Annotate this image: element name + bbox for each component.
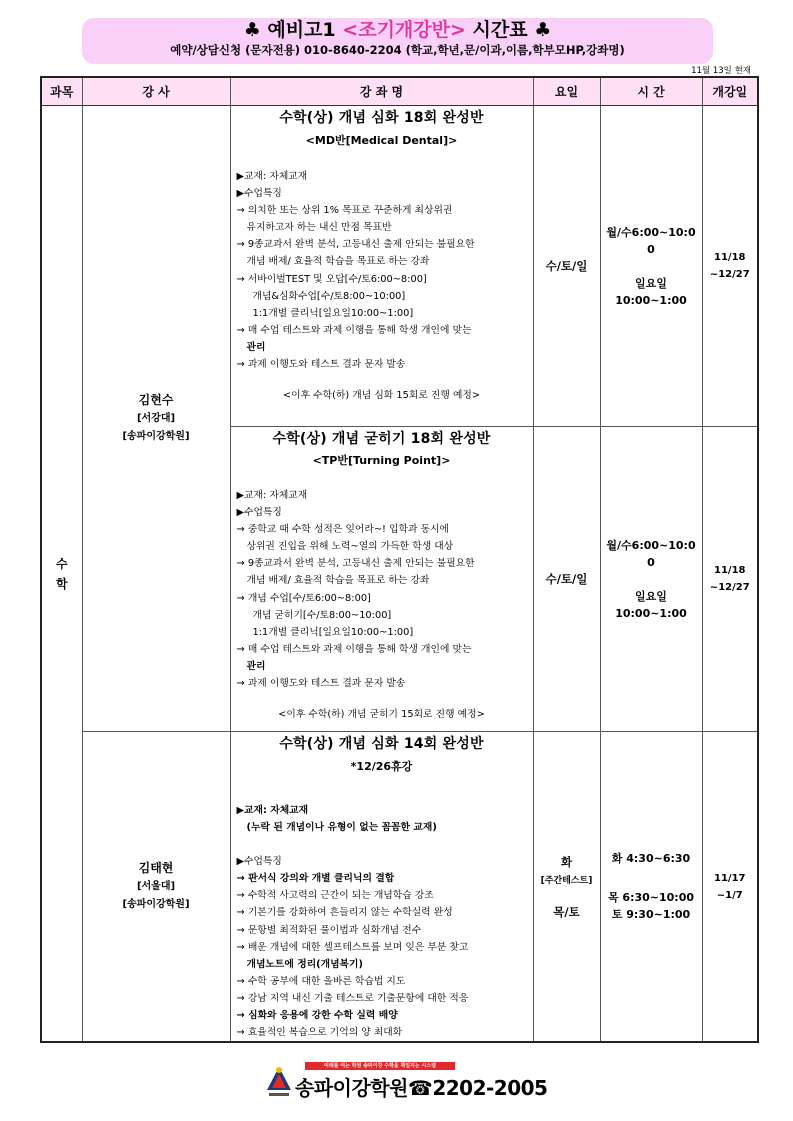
open-date-line: 11/18 <box>714 565 746 576</box>
open-date-line: 11/18 <box>714 252 746 263</box>
course-title: 수학(상) 개념 굳히기 18회 완성반 <box>272 431 491 447</box>
date-note: 11월 13일 현재 <box>691 66 751 76</box>
course-line: → 과제 이행도와 테스트 결과 문자 발송 <box>236 359 406 371</box>
title-banner <box>82 18 713 64</box>
club-suit-icon: ♣ <box>243 19 261 41</box>
course-line: → 수학적 사고력의 근간이 되는 개념학습 강조 <box>236 890 434 902</box>
course-line: → 9종교과서 완벽 분석, 고등내신 출제 안되는 불필요한 <box>236 558 475 570</box>
col-header-subject: 과목 <box>41 77 82 106</box>
time-line: 0 <box>647 242 655 256</box>
course-line: → 과제 이행도와 테스트 결과 문자 발송 <box>236 678 406 690</box>
course-title: 수학(상) 개념 심화 18회 완성반 <box>279 110 484 126</box>
open-date-cell <box>702 427 758 732</box>
footer-slogan: 미래를 여는 학원 송파이강 수학을 책임지는 시스템 <box>305 1062 455 1070</box>
course-line: ▶수업특징 <box>236 856 282 868</box>
course-line: 1:1개별 클리닉[일요일10:00~1:00] <box>252 626 414 638</box>
footer-brand <box>295 1072 547 1101</box>
course-line: → 수학 공부에 대한 올바른 학습법 지도 <box>236 975 406 987</box>
time-line: 10:00~1:00 <box>615 293 687 307</box>
course-line: 개념 굳히기[수/토8:00~10:00] <box>252 609 392 621</box>
time-line: 월/수6:00~10:0 <box>606 538 696 552</box>
club-suit-icon: ♣ <box>534 19 552 41</box>
title-highlight: <조기개강반> <box>342 19 466 41</box>
teacher-cell <box>82 732 230 1043</box>
course-subtitle: *12/26휴강 <box>350 760 413 773</box>
schedule-table <box>40 76 759 1043</box>
footer-logo <box>265 1062 565 1106</box>
title-suffix: 시간표 <box>472 19 528 41</box>
open-date-line: ~1/7 <box>716 889 743 901</box>
course-line: ▶교재: 자체교재 <box>236 171 308 182</box>
course-cell <box>230 427 533 732</box>
course-line: 개념 배제/ 효율적 학습을 목표로 하는 강좌 <box>246 575 430 587</box>
course-line: → 문항별 최적화된 풀이법과 심화개념 전수 <box>236 924 422 936</box>
col-header-teacher: 강 사 <box>82 77 230 106</box>
course-line: 관리 <box>246 341 266 353</box>
col-header-course: 강 좌 명 <box>230 77 533 106</box>
open-date-line: ~12/27 <box>709 269 750 280</box>
col-header-open: 개강일 <box>702 77 758 106</box>
time-line: 월/수6:00~10:0 <box>606 225 696 239</box>
course-line: 관리 <box>246 660 266 672</box>
course-line: → 심화와 응용에 강한 수학 실력 배양 <box>236 1010 398 1022</box>
days-cell: 수/토/일 <box>533 106 600 427</box>
course-line: 유지하고자 하는 내신 만점 목표반 <box>246 222 392 234</box>
course-line: ▶수업특징 <box>236 188 282 200</box>
time-cell <box>600 106 702 427</box>
course-line: 1:1개별 클리닉[일요일10:00~1:00] <box>252 307 414 319</box>
time-line: 일요일 <box>635 276 667 290</box>
subject-label: 수 학 <box>55 556 68 591</box>
brand-name: 송파이강학원 <box>295 1076 408 1100</box>
teacher-academy: [송파이강학원] <box>122 899 190 911</box>
time-line: 10:00~1:00 <box>615 606 687 620</box>
teacher-academy: [송파이강학원] <box>122 431 190 442</box>
course-line: → 판서식 강의와 개별 클리닉의 결합 <box>236 873 395 885</box>
days-cell: 수/토/일 <box>533 427 600 732</box>
days-line: 목/토 <box>553 904 580 919</box>
time-line: 일요일 <box>635 589 667 603</box>
course-line: 개념 배제/ 효율적 학습을 목표로 하는 강좌 <box>246 256 430 268</box>
course-line: → 효율적인 복습으로 기억의 양 최대화 <box>236 1027 403 1039</box>
course-line: → 개념 수업[수/토6:00~8:00] <box>236 592 371 604</box>
course-line: → 9종교과서 완벽 분석, 고등내신 출제 안되는 불필요한 <box>236 239 475 251</box>
time-line: 목 6:30~10:00 <box>607 891 695 905</box>
time-line: 0 <box>647 555 655 569</box>
course-note: <이후 수학(하) 개념 심화 15회로 진행 예정> <box>282 390 481 402</box>
time-cell <box>600 427 702 732</box>
page-title <box>82 18 713 42</box>
subject-cell <box>41 106 82 1043</box>
open-date-line: 11/17 <box>714 872 746 884</box>
open-date-cell <box>702 106 758 427</box>
open-date-cell <box>702 732 758 1043</box>
table-header-row <box>41 77 758 106</box>
teacher-name: 김태현 <box>138 861 174 876</box>
teacher-cell <box>82 106 230 732</box>
course-subtitle: <TP반[Turning Point]> <box>312 454 451 467</box>
course-line: → 매 수업 테스트와 과제 이행을 통해 학생 개인에 맞는 <box>236 324 472 336</box>
course-line: ▶수업특징 <box>236 507 282 519</box>
open-date-line: ~12/27 <box>709 582 750 593</box>
course-line: → 매 수업 테스트와 과제 이행을 통해 학생 개인에 맞는 <box>236 643 472 655</box>
teacher-school: [서울대] <box>136 881 176 893</box>
course-line: → 의치한 또는 상위 1% 목표로 꾸준하게 최상위권 <box>236 205 453 217</box>
course-title: 수학(상) 개념 심화 14회 완성반 <box>279 736 484 752</box>
course-line: → 강남 지역 내신 기출 테스트로 기출문항에 대한 적응 <box>236 992 469 1004</box>
title-prefix: 예비고1 <box>267 19 336 41</box>
time-line: 화 4:30~6:30 <box>611 852 691 866</box>
days-line: 화 <box>560 854 573 869</box>
course-cell <box>230 732 533 1043</box>
course-subtitle: <MD반[Medical Dental]> <box>305 134 458 147</box>
contact-info: 예약/상담신청 (문자전용) 010-8640-2204 (학교,학년,문/이과,이름,학부모HP,강좌명) <box>170 43 625 57</box>
course-line: → 서바이벌TEST 및 오답[수/토6:00~8:00] <box>236 273 427 285</box>
course-line: ▶교재: 자체교재 <box>236 805 309 816</box>
course-line: 개념&심화수업[수/토8:00~10:00] <box>252 290 406 302</box>
col-header-time: 시 간 <box>600 77 702 106</box>
course-line: → 배운 개념에 대한 셀프테스트를 보며 잊은 부분 찾고 <box>236 941 469 953</box>
course-line: (누락 된 개념이나 유형이 없는 꼼꼼한 교재) <box>246 822 437 834</box>
table-row <box>41 732 758 1043</box>
brand-phone: ☎2202-2005 <box>407 1076 548 1100</box>
course-cell <box>230 106 533 427</box>
course-line: → 중학교 때 수학 성적은 잊어라~! 입학과 동시에 <box>236 524 449 536</box>
academy-logo-icon <box>265 1064 293 1100</box>
days-cell <box>533 732 600 1043</box>
col-header-days: 요일 <box>533 77 600 106</box>
course-line: → 기본기를 강화하여 흔들리지 않는 수학실력 완성 <box>236 907 453 919</box>
teacher-name: 김현수 <box>138 393 174 407</box>
course-line: 상위권 진입을 위해 노력~열의 가득한 학생 대상 <box>246 541 454 553</box>
time-line: 토 9:30~1:00 <box>611 908 691 922</box>
teacher-school: [서강대] <box>136 413 176 424</box>
time-cell <box>600 732 702 1043</box>
course-line: ▶교재: 자체교재 <box>236 490 308 501</box>
days-line: [주간테스트] <box>540 875 593 886</box>
course-note: <이후 수학(하) 개념 굳히기 15회로 진행 예정> <box>278 709 485 721</box>
course-line: 개념노트에 정리(개념복기) <box>246 958 363 970</box>
table-row <box>41 106 758 427</box>
